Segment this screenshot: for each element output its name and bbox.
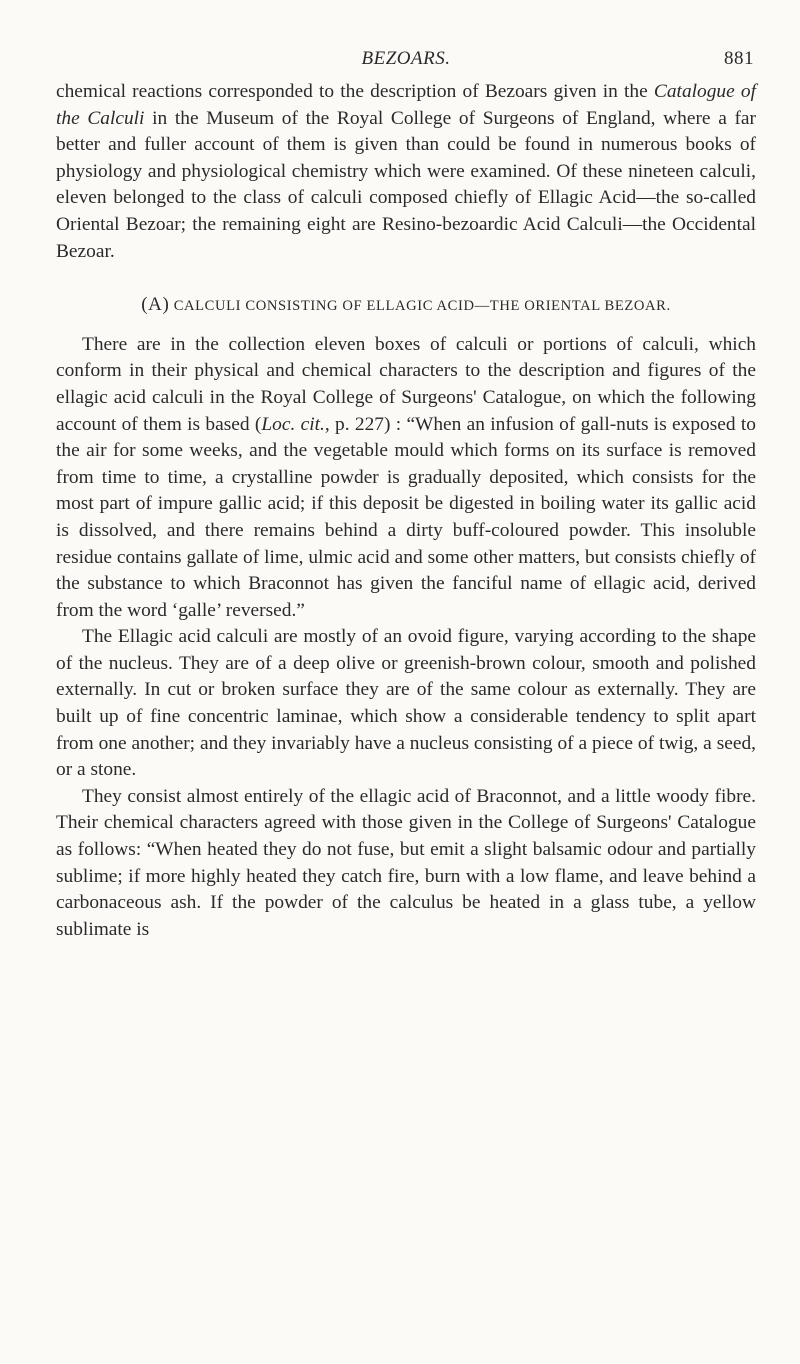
- running-header: [56, 46, 756, 74]
- citation-loc-cit: Loc. cit.: [261, 413, 325, 435]
- paragraph-physical-characters: The Ellagic acid calculi are mostly of an ovoid figure, varying according to the shape of the nucleus. They are of a deep olive or greenish-brown colour, smooth and polished externally. In cut or broken surface they are of the same colour as externally. They are built up of fine concentric laminae, which show a considerable tendency to split apart from one another; and they invariably have a nucleus consisting of a piece of twig, a seed, or a stone.: [56, 626, 756, 781]
- paragraph-collection: [56, 332, 756, 625]
- section-heading: [56, 292, 756, 320]
- page-number: 881: [724, 48, 754, 69]
- section-heading-text: CALCULI CONSISTING OF ELLAGIC ACID—THE ORIENTAL BEZOAR.: [173, 298, 671, 315]
- running-title: BEZOARS.: [361, 48, 451, 69]
- section-heading-label: (A): [141, 294, 170, 316]
- paragraph-intro: [56, 79, 756, 265]
- paragraph-intro-text-c: in the Museum of the Royal College of Surgeons of England, where a far better and fuller account of them is given than could be found in numerous books of physiology and physiological chemistry which were examined. Of these nineteen calculi, eleven belonged to the class of calculi composed chiefly of Ellagic Acid—the so-called Oriental Bezoar; the remaining eight are Resino-bezoardic Acid Calculi—the Occidental Bezoar.: [56, 107, 756, 262]
- paragraph-intro-text-a: chemical reactions corresponded to the description of Bezoars given in the: [56, 81, 654, 102]
- catalogue-title: Catalogue of the Calculi: [56, 81, 756, 129]
- paragraph-collection-text-c: , p. 227) : “When an infusion of gall-nuts is exposed to the air for some weeks, and the vegetable mould which forms on its surface is removed from time to time, a crystalline powder is gradually deposited, which consists for the most part of impure gallic acid; if this deposit be digested in boiling water its gallic acid is dissolved, and there remains behind a dirty buff-coloured powder. This insoluble residue contains gallate of lime, ulmic acid and some other matters, but consists chiefly of the substance to which Braconnot has given the fanciful name of ellagic acid, derived from the word ‘galle’ reversed.”: [56, 413, 756, 621]
- paragraph-collection-text-a: There are in the collection eleven boxes of calculi or portions of calculi, which conform in their physical and chemical characters to the description and figures of the ellagic acid calculi in the Royal College of Surgeons' Catalogue, on which the following account of them is based (: [56, 333, 756, 435]
- paragraph-chemical-characters: They consist almost entirely of the ellagic acid of Braconnot, and a little woody fibre. Their chemical characters agreed with those given in the College of Surgeons' Catalogue as follows: “When heated they do not fuse, but emit a slight balsamic odour and partially sublime; if more highly heated they catch fire, burn with a low flame, and leave behind a carbonaceous ash. If the powder of the calculus be heated in a glass tube, a yellow sublimate is: [56, 785, 756, 940]
